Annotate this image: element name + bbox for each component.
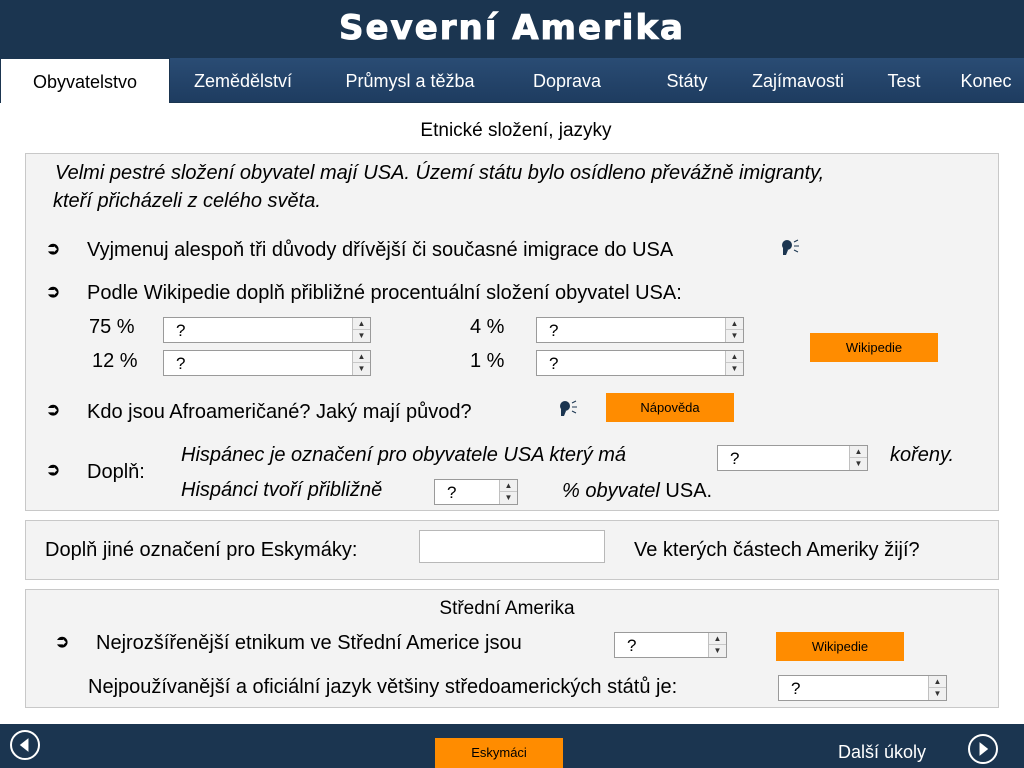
usa-text: USA. (665, 480, 713, 502)
percent-label-75: 75 % (89, 316, 135, 338)
spin-arrows[interactable] (352, 318, 370, 342)
obyvatel-text (562, 480, 712, 503)
speaker-icon[interactable] (558, 400, 578, 418)
chevron-down-icon[interactable]: ▼ (854, 459, 863, 468)
hispanci-text: Hispánci tvoří přibližně (181, 479, 383, 501)
chevron-up-icon[interactable]: ▲ (500, 480, 517, 492)
chevron-up-icon[interactable]: ▲ (709, 633, 726, 645)
tab-prumysl-a-tezba[interactable]: Průmysl a těžba (345, 71, 475, 91)
hispanec-roots-input[interactable] (717, 445, 868, 471)
spin-arrows[interactable] (499, 480, 517, 504)
question-etnikum: Nejrozšířenější etnikum ve Střední Americe jsou (96, 632, 522, 654)
intro-line-2: kteří přicházeli z celého světa. (53, 190, 321, 212)
jazyk-input[interactable] (778, 675, 947, 701)
chevron-down-icon[interactable]: ▼ (504, 493, 513, 502)
chevron-down-icon[interactable]: ▼ (730, 331, 739, 340)
percent-label-4: 4 % (470, 316, 505, 338)
page-title: Severní Amerika (338, 8, 685, 48)
obyvatel-italic: % obyvatel (562, 480, 660, 502)
bullet-arrow-icon: ➲ (46, 400, 61, 419)
tab-test[interactable]: Test (887, 71, 921, 91)
eskimo-input[interactable] (419, 530, 605, 563)
title-bar (0, 0, 1024, 58)
chevron-down-icon[interactable]: ▼ (357, 364, 366, 373)
spin-arrows[interactable] (725, 351, 743, 375)
chevron-up-icon[interactable]: ▲ (726, 318, 743, 330)
chevron-up-icon[interactable]: ▲ (850, 446, 867, 458)
chevron-up-icon[interactable]: ▲ (353, 318, 370, 330)
percent-12-value: ? (176, 354, 186, 373)
spin-arrows[interactable] (352, 351, 370, 375)
speaker-icon[interactable] (780, 239, 800, 257)
central-wikipedia-button[interactable]: Wikipedie (776, 632, 904, 661)
nav-tabs (0, 58, 1024, 103)
doplnte-label: Doplň: (87, 461, 145, 483)
koreny-text: kořeny. (890, 444, 955, 466)
tab-staty[interactable]: Státy (666, 71, 708, 91)
chevron-up-icon[interactable]: ▲ (353, 351, 370, 363)
tab-doprava[interactable]: Doprava (532, 71, 602, 91)
hint-button[interactable]: Nápověda (606, 393, 734, 422)
hispanec-roots-value: ? (730, 449, 740, 468)
footer-bar (0, 724, 1024, 768)
wikipedia-button[interactable]: Wikipedie (810, 333, 938, 362)
bullet-arrow-icon: ➲ (46, 239, 61, 258)
chevron-down-icon[interactable]: ▼ (730, 364, 739, 373)
question-jazyk: Nejpoužívanější a oficiální jazyk většiny středoamerických států je: (88, 676, 678, 698)
central-america-heading: Střední Amerika (439, 598, 575, 619)
tab-obyvatelstvo[interactable]: Obyvatelstvo (0, 58, 170, 103)
question-slozeni: Podle Wikipedie doplň přibližné procentuální složení obyvatel USA: (87, 282, 682, 304)
section-heading: Etnické složení, jazyky (420, 120, 612, 141)
spin-arrows[interactable] (725, 318, 743, 342)
tab-zajimavosti[interactable]: Zajímavosti (751, 71, 845, 91)
arrow-right-icon[interactable] (968, 734, 998, 764)
spin-arrows[interactable] (928, 676, 946, 700)
spin-arrows[interactable] (849, 446, 867, 470)
percent-75-input[interactable] (163, 317, 371, 343)
percent-1-input[interactable] (536, 350, 744, 376)
eskimo-label: Doplň jiné označení pro Eskymáky: (45, 539, 358, 561)
jazyk-value: ? (791, 679, 801, 698)
percent-12-input[interactable] (163, 350, 371, 376)
bullet-arrow-icon: ➲ (46, 282, 61, 301)
hispanci-percent-value: ? (447, 483, 457, 502)
chevron-up-icon[interactable]: ▲ (929, 676, 946, 688)
percent-4-value: ? (549, 321, 559, 340)
etnikum-input[interactable] (614, 632, 727, 658)
question-imigrace: Vyjmenuj alespoň tři důvody dřívější či současné imigrace do USA (87, 239, 674, 261)
percent-label-12: 12 % (92, 350, 138, 372)
etnikum-value: ? (627, 636, 637, 655)
percent-75-value: ? (176, 321, 186, 340)
tab-konec[interactable]: Konec (960, 71, 1012, 91)
chevron-down-icon[interactable]: ▼ (933, 689, 942, 698)
chevron-down-icon[interactable]: ▼ (357, 331, 366, 340)
spin-arrows[interactable] (708, 633, 726, 657)
bullet-arrow-icon: ➲ (55, 632, 70, 651)
eskimo-question: Ve kterých částech Ameriky žijí? (634, 539, 920, 561)
hispanci-percent-input[interactable] (434, 479, 518, 505)
percent-4-input[interactable] (536, 317, 744, 343)
percent-label-1: 1 % (470, 350, 505, 372)
arrow-left-icon[interactable] (10, 730, 40, 760)
intro-line-1: Velmi pestré složení obyvatel mají USA. Území státu bylo osídleno převážně imigranty, (55, 162, 825, 184)
question-afroamericane: Kdo jsou Afroameričané? Jaký mají původ? (87, 401, 472, 423)
chevron-down-icon[interactable]: ▼ (713, 646, 722, 655)
next-tasks-label[interactable]: Další úkoly (838, 742, 927, 762)
eskimo-button[interactable]: Eskymáci (435, 738, 563, 768)
bullet-arrow-icon: ➲ (46, 460, 61, 479)
tab-zemedelstvi[interactable]: Zemědělství (193, 71, 293, 91)
hispanec-text: Hispánec je označení pro obyvatele USA který má (181, 444, 627, 466)
percent-1-value: ? (549, 354, 559, 373)
chevron-up-icon[interactable]: ▲ (726, 351, 743, 363)
